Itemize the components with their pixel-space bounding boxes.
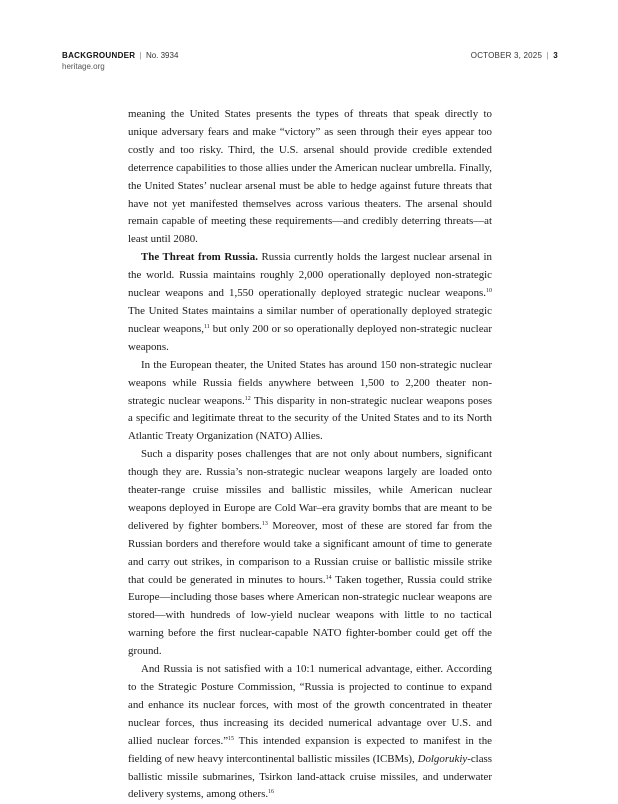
article-body bbox=[128, 106, 492, 804]
header-right bbox=[471, 50, 558, 61]
paragraph-disparity bbox=[128, 446, 492, 661]
running-header bbox=[62, 50, 558, 72]
footnote-ref[interactable]: 14 bbox=[325, 574, 332, 581]
paragraph-text: In the European theater, the United States has around 150 non-strategic nuclear weapons while Russia fields anywhere between 1,500 to 2,200 theater non-strategic nuclear weapons. bbox=[128, 358, 492, 407]
paragraph-european-theater bbox=[128, 357, 492, 447]
footnote-ref[interactable]: 11 bbox=[203, 323, 210, 330]
footnote-ref[interactable]: 16 bbox=[268, 789, 275, 796]
publication-name: BACKGROUNDER bbox=[62, 51, 136, 60]
paragraph-text: Taken together, Russia could strike Europe—including those bases where American non-strategic nuclear weapons are stored—with hundreds of low-yield nuclear weapons with little to no tactical warning before the first nuclear-capable NATO fighter-bomber could get off the ground. bbox=[128, 573, 492, 658]
header-separator-right: | bbox=[546, 51, 549, 60]
footnote-ref[interactable]: 13 bbox=[261, 520, 268, 527]
header-separator: | bbox=[139, 51, 142, 60]
paragraph-continuation: meaning the United States presents the types of threats that speak directly to unique adversary fears and make “victory” as seen through their eyes appear too costly and too risky. Third, the U.S. arsenal should provide credible extended deterrence capabilities to those allies under the American nuclear umbrella. Finally, the United States’ nuclear arsenal must be able to hedge against future threats that have not yet manifested themselves across various theaters. The arsenal should remain capable of meeting these requirements—and credibly deterring threats—at least until 2080. bbox=[128, 108, 492, 246]
paragraph-russia-threat bbox=[128, 249, 492, 356]
page-number: 3 bbox=[553, 51, 558, 60]
paragraph-text: Moreover, most of these are stored far from the Russian borders and therefore would take a significant amount of time to generate and carry out strikes, in comparison to a Russian cruise or ballistic missile strike that could be generated in minutes to hours. bbox=[128, 519, 492, 586]
header-left bbox=[62, 50, 178, 61]
footnote-ref[interactable]: 12 bbox=[244, 395, 251, 402]
run-in-heading: The Threat from Russia. bbox=[141, 251, 258, 264]
paragraph-text: This intended expansion is expected to manifest in the fielding of new heavy intercontinental ballistic missiles (ICBMs), bbox=[128, 734, 492, 765]
paragraph-expansion bbox=[128, 661, 492, 804]
submarine-class-name: Dolgorukiy bbox=[417, 752, 468, 765]
paragraph-text: The United States maintains a similar number of operationally deployed strategic nuclear weapons, bbox=[128, 304, 492, 335]
site-url: heritage.org bbox=[62, 62, 105, 71]
publication-date: OCTOBER 3, 2025 bbox=[470, 51, 543, 60]
paragraph-text: -class ballistic missile submarines, Tsirkon land-attack cruise missiles, and underwater delivery systems, among others. bbox=[128, 752, 492, 801]
paragraph-text: but only 200 or so operationally deployed non-strategic nuclear weapons. bbox=[128, 322, 492, 353]
footnote-ref[interactable]: 10 bbox=[486, 288, 492, 295]
footnote-ref[interactable]: 15 bbox=[228, 735, 235, 742]
paragraph-text: Such a disparity poses challenges that are not only about numbers, significant though they are. Russia’s non-strategic nuclear weapons largely are loaded onto theater-range cruise missiles and ballistic missiles, while American nuclear weapons deployed in Europe are Cold War–era gravity bombs that are meant to be delivered by fighter bombers. bbox=[128, 448, 492, 532]
paragraph-text: This disparity in non-strategic nuclear weapons poses a specific and legitimate threat to the security of the United States and to its North Atlantic Treaty Organization (NATO) Allies. bbox=[128, 394, 492, 443]
paragraph-text: Russia currently holds the largest nuclear arsenal in the world. Russia maintains roughly 2,000 operationally deployed non-strategic nuclear weapons and 1,550 operationally deployed strategic nuclear weapons. bbox=[128, 251, 492, 300]
paragraph-text: And Russia is not satisfied with a 10:1 numerical advantage, either. According to the Strategic Posture Commission, “Russia is projected to continue to expand and enhance its nuclear forces, with most of the growth concentrated in theater nuclear forces, thus increasing its decided numerical advantage over U.S. and allied nuclear forces.” bbox=[128, 663, 492, 747]
publication-number: No. 3934 bbox=[145, 51, 179, 60]
